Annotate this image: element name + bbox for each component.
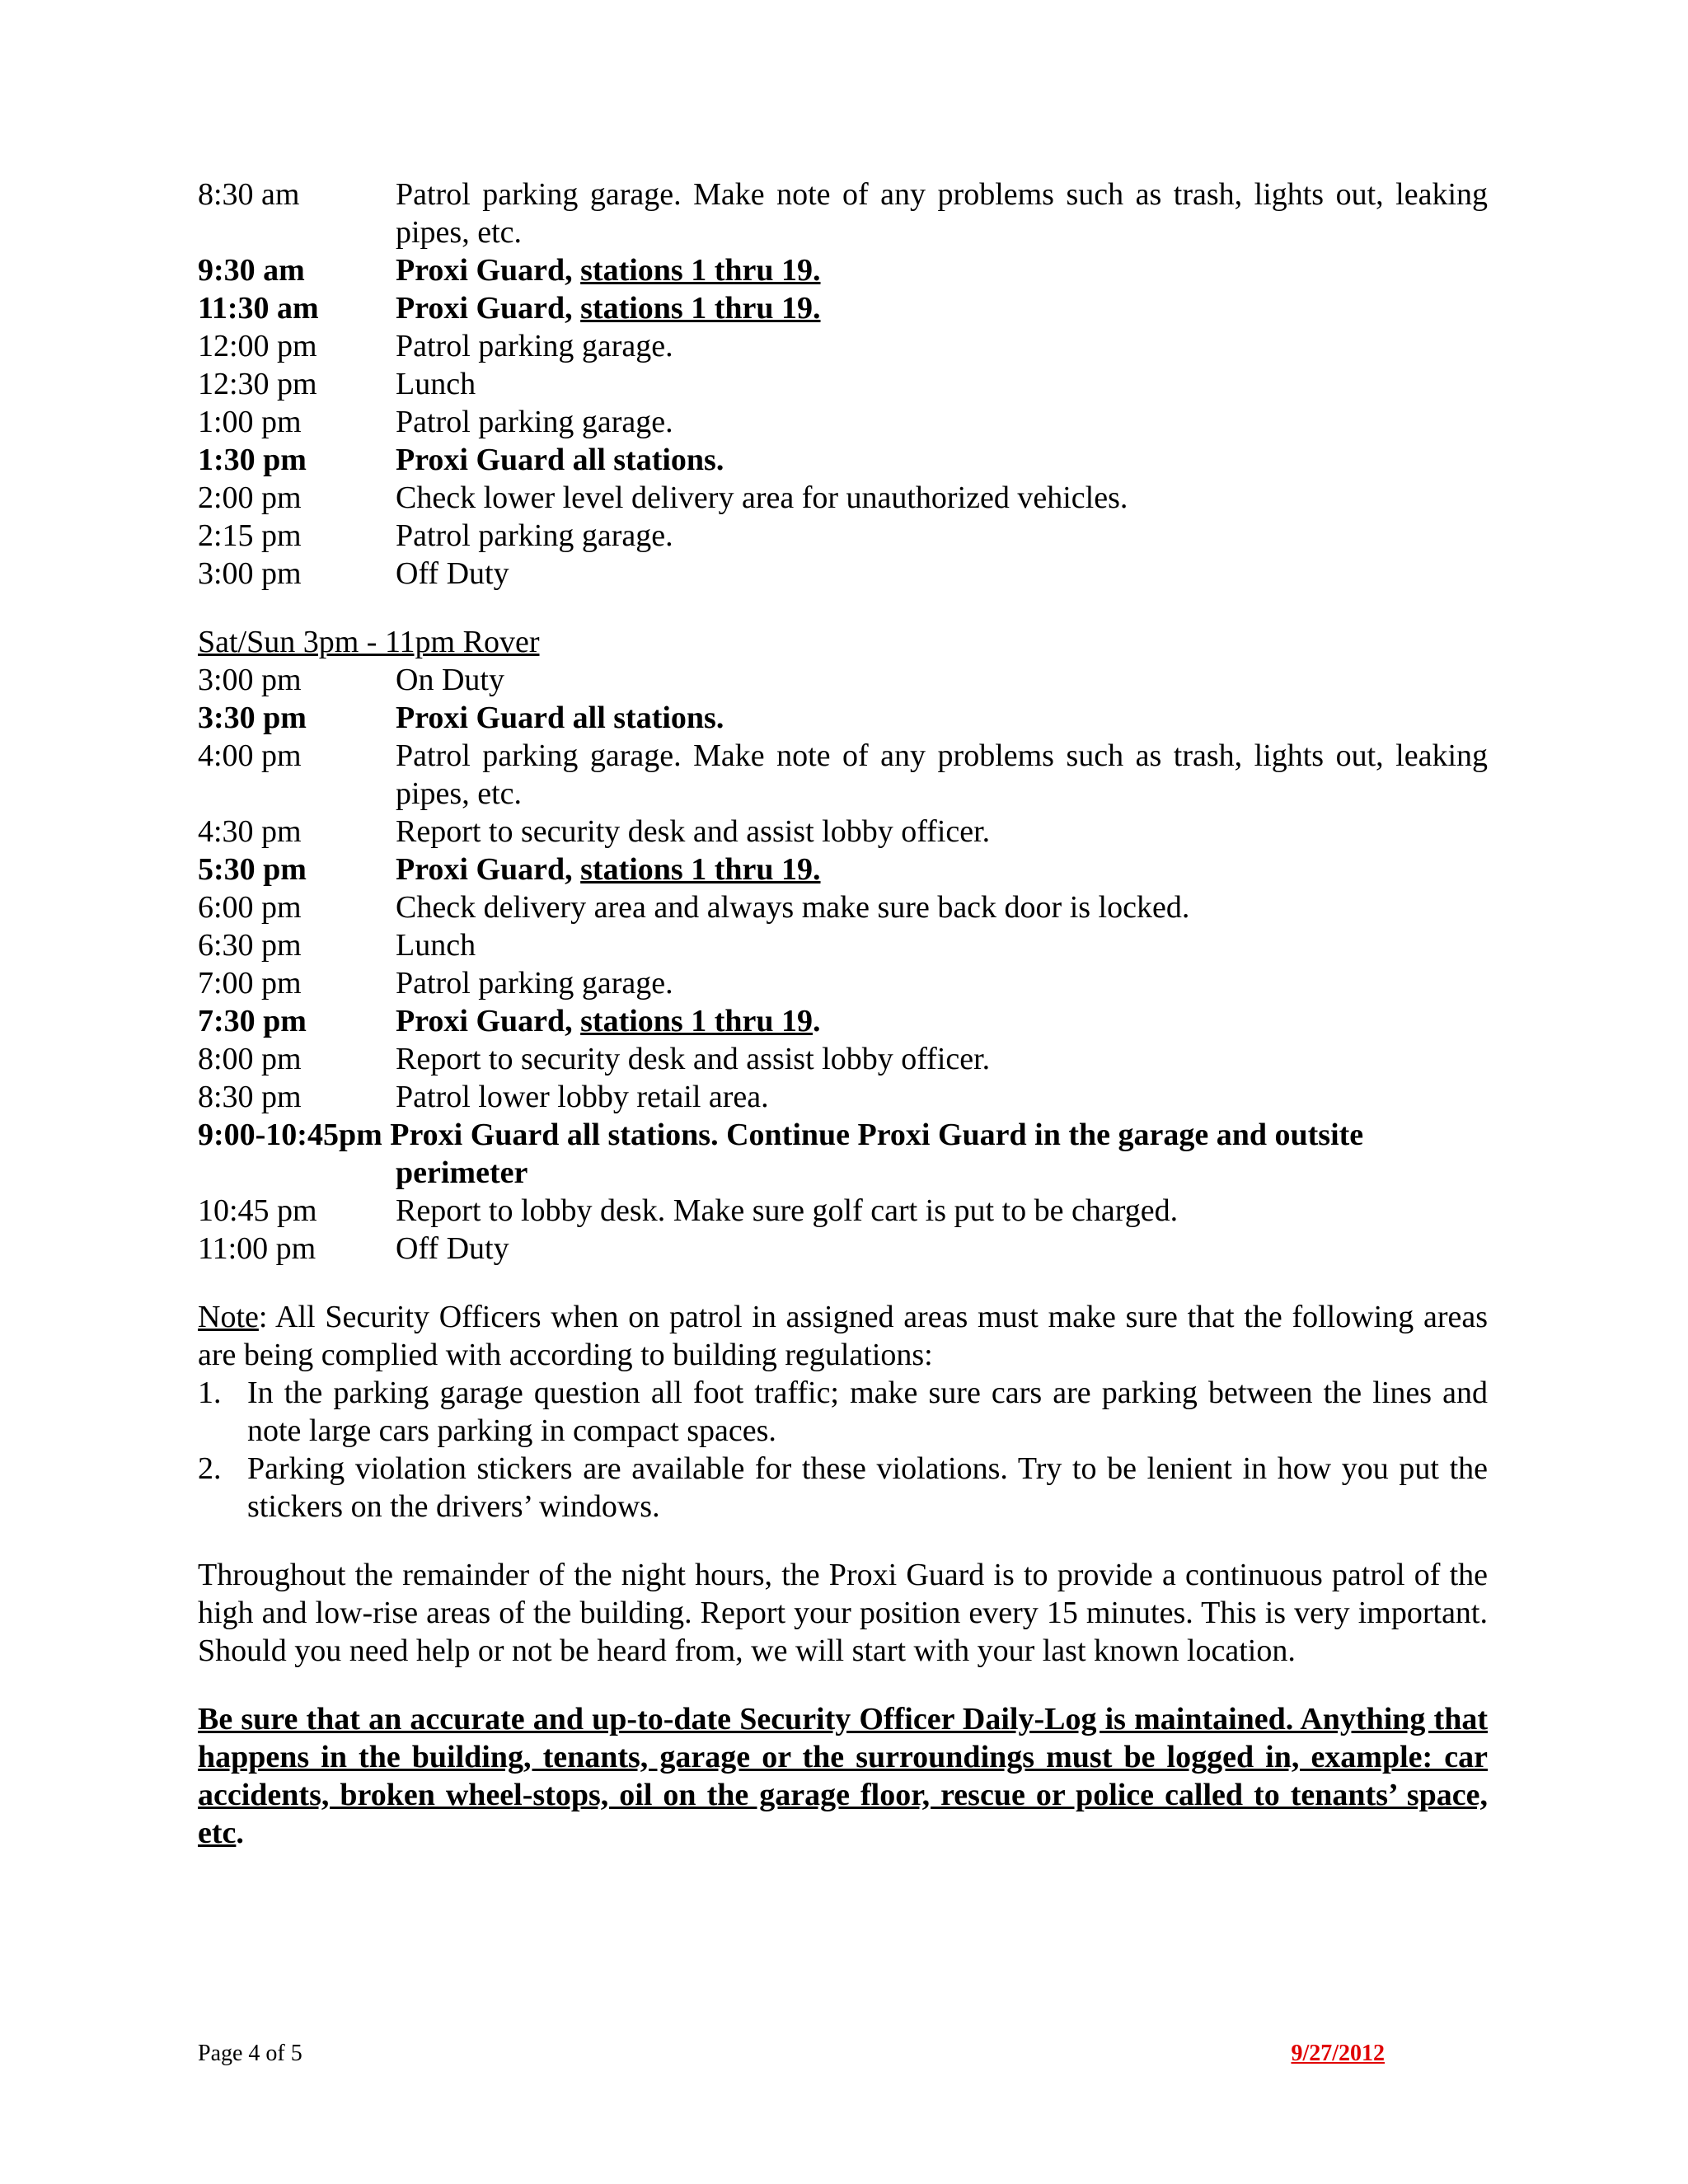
list-item <box>198 1450 1488 1526</box>
desc-suffix: . <box>813 1004 821 1038</box>
schedule-desc: Proxi Guard all stations. <box>396 701 724 735</box>
schedule-desc: Report to lobby desk. Make sure golf cart is put to be charged. <box>396 1193 1179 1228</box>
desc-underlined: stations 1 thru 19. <box>580 291 821 326</box>
warning-tail: . <box>236 1816 244 1850</box>
schedule-desc-continuation: perimeter <box>396 1155 528 1190</box>
list-item <box>198 1374 1488 1450</box>
schedule-time: 9:00-10:45pm <box>198 1118 382 1152</box>
schedule-time: 10:45 pm <box>198 1193 317 1228</box>
schedule-row <box>198 1040 1488 1078</box>
schedule-row <box>198 555 1488 593</box>
schedule-desc: Patrol lower lobby retail area. <box>396 1080 769 1114</box>
schedule-row <box>198 1078 1488 1116</box>
schedule-desc: Patrol parking garage. Make note of any problems such as trash, lights out, leaking pipes, etc. <box>396 738 1488 811</box>
weekday-schedule <box>198 176 1488 593</box>
schedule-row <box>198 851 1488 888</box>
schedule-time: 7:00 pm <box>198 966 302 1001</box>
schedule-row <box>198 1192 1488 1230</box>
schedule-time: 6:30 pm <box>198 928 302 963</box>
schedule-time: 8:30 am <box>198 177 300 212</box>
schedule-time: 11:30 am <box>198 291 319 326</box>
schedule-time: 8:00 pm <box>198 1042 302 1076</box>
schedule-desc: Check delivery area and always make sure back door is locked. <box>396 890 1190 925</box>
schedule-time: 2:00 pm <box>198 480 302 515</box>
schedule-row <box>198 1002 1488 1040</box>
schedule-desc: Patrol parking garage. Make note of any problems such as trash, lights out, leaking pipes, etc. <box>396 177 1488 250</box>
schedule-time: 11:00 pm <box>198 1231 316 1266</box>
schedule-time: 12:00 pm <box>198 329 317 363</box>
desc-prefix: Proxi Guard, <box>396 253 581 288</box>
schedule-desc <box>396 1002 1488 1040</box>
schedule-row <box>198 365 1488 403</box>
schedule-desc: On Duty <box>396 663 504 697</box>
note-label: Note <box>198 1300 259 1334</box>
spacer <box>198 593 1488 623</box>
desc-prefix: Proxi Guard, <box>396 852 581 887</box>
schedule-time: 4:00 pm <box>198 738 302 773</box>
schedule-time: 6:00 pm <box>198 890 302 925</box>
schedule-time: 3:30 pm <box>198 701 307 735</box>
schedule-time: 7:30 pm <box>198 1004 307 1038</box>
schedule-desc: Lunch <box>396 928 476 963</box>
desc-prefix: Proxi Guard, <box>396 1004 581 1038</box>
list-text: In the parking garage question all foot traffic; make sure cars are parking between the lines and note large cars parking in compact spaces. <box>247 1376 1488 1448</box>
schedule-desc <box>396 251 1488 289</box>
list-text: Parking violation stickers are available for these violations. Try to be lenient in how you put the stickers on the drivers’ windows. <box>247 1451 1488 1524</box>
schedule-desc: Off Duty <box>396 1231 509 1266</box>
schedule-row <box>198 1116 1488 1192</box>
note-list <box>198 1374 1488 1526</box>
schedule-row <box>198 813 1488 851</box>
schedule-desc: Lunch <box>396 367 476 401</box>
schedule-row <box>198 661 1488 699</box>
schedule-row <box>198 403 1488 441</box>
spacer <box>198 1670 1488 1700</box>
schedule-row <box>198 888 1488 926</box>
schedule-row <box>198 1230 1488 1268</box>
spacer <box>198 1526 1488 1556</box>
page-number: Page 4 of 5 <box>198 2041 302 2066</box>
schedule-desc: Off Duty <box>396 556 509 591</box>
schedule-row <box>198 441 1488 479</box>
note-paragraph <box>198 1298 1488 1374</box>
schedule-time: 1:30 pm <box>198 443 307 477</box>
schedule-desc <box>396 851 1488 888</box>
schedule-time: 8:30 pm <box>198 1080 302 1114</box>
schedule-row <box>198 737 1488 813</box>
night-patrol-paragraph: Throughout the remainder of the night hours, the Proxi Guard is to provide a continuous patrol of the high and low-rise areas of the building. Report your position every 15 minutes. This is very important. Should you need help or not be heard from, we will start with your last known location. <box>198 1558 1488 1668</box>
schedule-desc: Proxi Guard all stations. <box>396 443 724 477</box>
schedule-desc: Patrol parking garage. <box>396 329 673 363</box>
schedule-desc: Patrol parking garage. <box>396 405 673 439</box>
desc-underlined: stations 1 thru 19 <box>580 1004 814 1038</box>
list-number: 2. <box>198 1451 222 1486</box>
schedule-desc: Report to security desk and assist lobby officer. <box>396 1042 991 1076</box>
schedule-row <box>198 699 1488 737</box>
schedule-desc: Proxi Guard all stations. Continue Proxi Guard in the garage and outsite <box>390 1118 1364 1152</box>
daily-log-warning <box>198 1700 1488 1852</box>
schedule-time: 12:30 pm <box>198 367 317 401</box>
schedule-time: 3:00 pm <box>198 556 302 591</box>
schedule-row <box>198 176 1488 251</box>
page-content <box>198 176 1488 1852</box>
schedule-time: 1:00 pm <box>198 405 302 439</box>
schedule-time: 3:00 pm <box>198 663 302 697</box>
schedule-row <box>198 251 1488 289</box>
weekend-heading: Sat/Sun 3pm - 11pm Rover <box>198 625 540 659</box>
schedule-desc <box>396 289 1488 327</box>
spacer <box>198 1268 1488 1298</box>
schedule-time: 5:30 pm <box>198 852 307 887</box>
schedule-row <box>198 479 1488 517</box>
note-intro: : All Security Officers when on patrol in assigned areas must make sure that the following areas are being complied with according to building regulations: <box>198 1300 1488 1372</box>
schedule-desc: Patrol parking garage. <box>396 518 673 553</box>
desc-underlined: stations 1 thru 19. <box>580 852 821 887</box>
schedule-time: 4:30 pm <box>198 814 302 849</box>
weekend-schedule <box>198 661 1488 1268</box>
list-number: 1. <box>198 1376 222 1410</box>
footer-date: 9/27/2012 <box>1291 2041 1385 2066</box>
schedule-row <box>198 327 1488 365</box>
schedule-time: 2:15 pm <box>198 518 302 553</box>
schedule-row <box>198 926 1488 964</box>
desc-prefix: Proxi Guard, <box>396 291 581 326</box>
schedule-row <box>198 289 1488 327</box>
schedule-time: 9:30 am <box>198 253 305 288</box>
schedule-desc: Patrol parking garage. <box>396 966 673 1001</box>
desc-underlined: stations 1 thru 19. <box>580 253 821 288</box>
schedule-desc: Report to security desk and assist lobby officer. <box>396 814 991 849</box>
schedule-row <box>198 964 1488 1002</box>
schedule-desc: Check lower level delivery area for unauthorized vehicles. <box>396 480 1128 515</box>
schedule-row <box>198 517 1488 555</box>
warning-text: Be sure that an accurate and up-to-date Security Officer Daily-Log is maintained. Anything that happens in the building, tenants, garage or the surroundings must be logged in, example: car accidents, broken wheel-stops, oil on the garage floor, rescue or police called to tenants’ space, etc <box>198 1702 1488 1850</box>
